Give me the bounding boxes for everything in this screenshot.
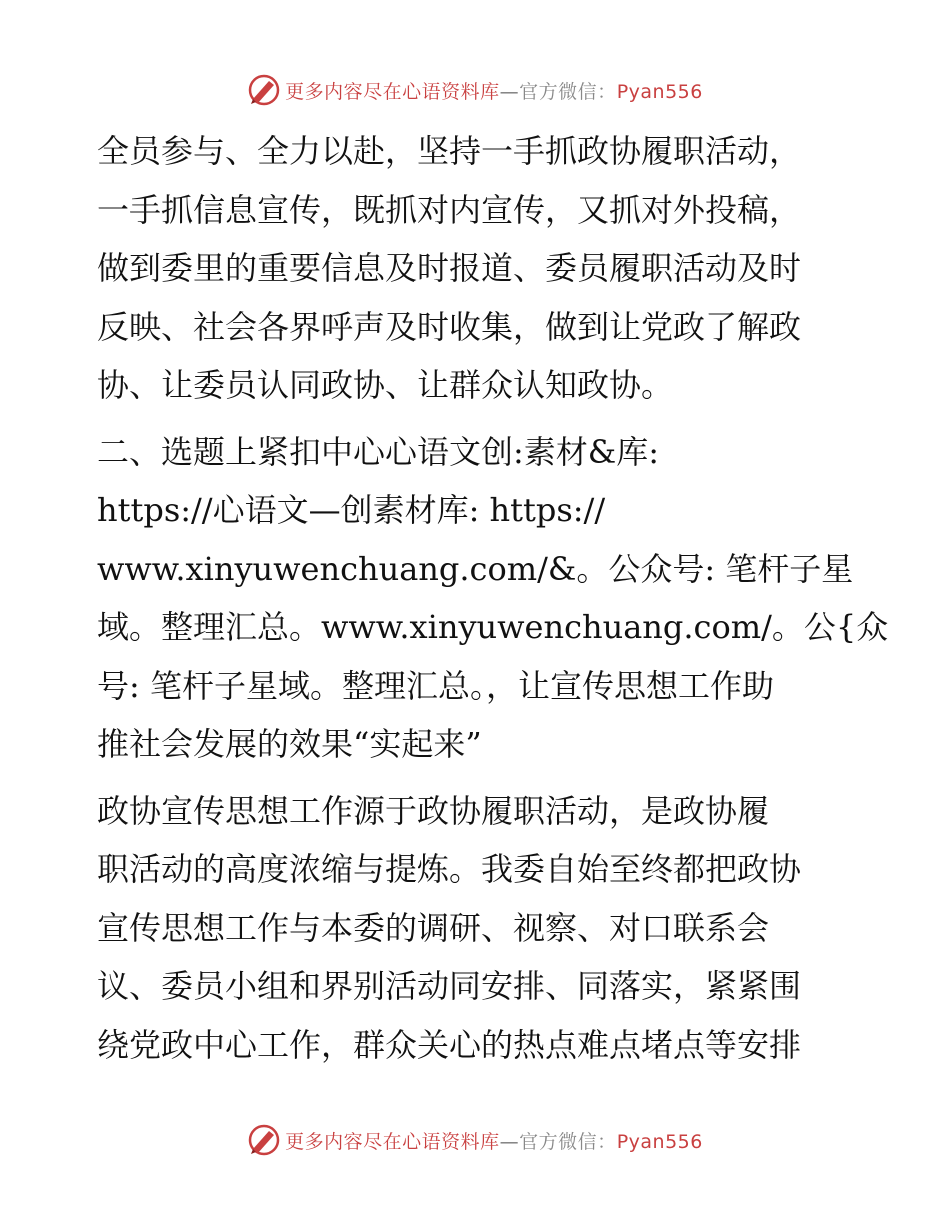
- banner-wechat-id: Pyan556: [616, 80, 703, 103]
- header-banner: [0, 70, 950, 110]
- text-line: 职活动的高度浓缩与提炼。我委自始至终都把政协: [97, 850, 802, 888]
- text-line: 推社会发展的效果“实起来”: [97, 725, 482, 763]
- text-line: 议、委员小组和界别活动同安排、同落实，紧紧围: [97, 967, 802, 1005]
- text-line: 一手抓信息宣传，既抓对内宣传，又抓对外投稿，: [97, 190, 802, 229]
- text-line: 反映、社会各界呼声及时收集，做到让党政了解政: [97, 307, 802, 346]
- banner-dash: —: [499, 80, 520, 103]
- text-line: 号: 笔杆子星域。整理汇总。，让宣传思想工作助: [97, 666, 774, 705]
- text-line: 宣传思想工作与本委的调研、视察、对口联系会: [97, 908, 770, 947]
- banner-dash: —: [499, 1130, 520, 1153]
- text-line: 政协宣传思想工作源于政协履职活动，是政协履: [97, 791, 770, 830]
- paragraph-1: [97, 122, 857, 415]
- text-line: 协、让委员认同政协、让群众认知政协。: [97, 366, 674, 404]
- text-line: 域。整理汇总。www.xinyuwenchuang.com/。公{众: [97, 608, 889, 646]
- footer-banner: [0, 1120, 950, 1160]
- text-line: www.xinyuwenchuang.com/&。公众号: 笔杆子星: [97, 549, 854, 588]
- banner-wechat-id: Pyan556: [616, 1130, 703, 1153]
- text-line: 绕党政中心工作，群众关心的热点难点堵点等安排: [97, 1025, 802, 1064]
- banner-site-name: 更多内容尽在心语资料库: [285, 1130, 500, 1153]
- paragraph-2: [97, 423, 889, 774]
- banner-wechat-label: 官方微信：: [519, 80, 617, 103]
- pen-nib-logo-icon: [247, 73, 281, 107]
- document-body: [97, 122, 889, 1074]
- paragraph-3: [97, 782, 857, 1075]
- pen-nib-logo-icon: [247, 1123, 281, 1157]
- text-line: https://心语文—创素材库: https://: [97, 491, 606, 529]
- section-heading-line: 二、选题上紧扣中心心语文创:素材&库:: [97, 432, 660, 471]
- banner-wechat-label: 官方微信：: [519, 1130, 617, 1153]
- text-line: 全员参与、全力以赴，坚持一手抓政协履职活动，: [97, 132, 802, 170]
- text-line: 做到委里的重要信息及时报道、委员履职活动及时: [97, 249, 802, 287]
- banner-site-name: 更多内容尽在心语资料库: [285, 80, 500, 103]
